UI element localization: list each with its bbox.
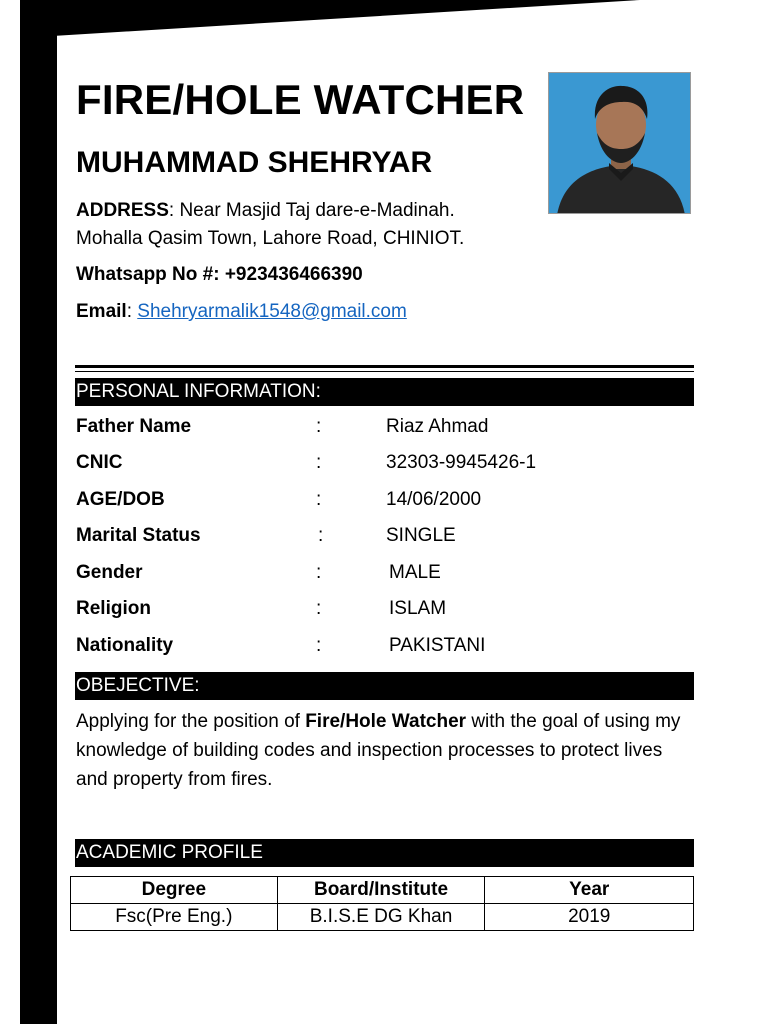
table-header-row [71,877,694,904]
info-label: CNIC [76,452,123,473]
email-separator: : [126,301,138,322]
info-row-father-name [76,416,636,446]
academic-table [70,876,694,931]
address-line-2: Mohalla Qasim Town, Lahore Road, CHINIOT. [76,228,465,249]
candidate-name: MUHAMMAD SHEHRYAR [76,146,433,179]
divider-thin [75,371,694,372]
info-colon: : [316,452,322,473]
personal-info-heading: PERSONAL INFORMATION: [75,378,694,406]
whatsapp-value: : +923436466390 [213,264,363,285]
info-label: Religion [76,598,151,619]
info-colon: : [316,635,322,656]
info-value: SINGLE [386,525,456,546]
objective-heading: OBEJECTIVE: [75,672,694,700]
table-row [71,904,694,931]
info-row-age-dob [76,489,636,519]
info-label: Marital Status [76,525,201,546]
info-label: Nationality [76,635,174,656]
objective-position: Fire/Hole Watcher [305,711,467,732]
objective-text-end: with the goal of using my knowledge of building codes and inspection processes to protect lives and property from fires. [76,711,681,790]
top-decorative-bar [20,0,640,38]
academic-profile-heading: ACADEMIC PROFILE [75,839,694,867]
info-row-nationality [76,635,636,665]
whatsapp-label: Whatsapp No # [76,264,214,285]
info-value: PAKISTANI [389,635,486,656]
info-row-gender [76,562,636,592]
board-cell: B.I.S.E DG Khan [277,904,485,931]
info-row-religion [76,598,636,628]
year-cell: 2019 [485,904,694,931]
resume-title: FIRE/HOLE WATCHER [76,76,525,123]
info-label: Gender [76,562,143,583]
whatsapp-line [76,264,363,286]
degree-cell: Fsc(Pre Eng.) [71,904,278,931]
info-value: MALE [389,562,441,583]
info-colon: : [316,416,322,437]
profile-photo [548,72,691,214]
info-colon: : [318,525,324,546]
column-header-year: Year [485,877,694,904]
address-label: ADDRESS [76,200,169,221]
info-value: 14/06/2000 [386,489,482,510]
address-line-1 [76,200,455,222]
info-label: Father Name [76,416,192,437]
email-line [76,301,407,323]
info-row-cnic [76,452,636,482]
divider-thick [75,365,694,368]
email-link[interactable]: Shehryarmalik1548@gmail.com [137,301,407,322]
info-label: AGE/DOB [76,489,165,510]
objective-text-start: Applying for the position of [76,711,306,732]
info-value: Riaz Ahmad [386,416,489,437]
info-value: ISLAM [389,598,447,619]
info-row-marital-status [76,525,636,555]
column-header-board: Board/Institute [277,877,485,904]
info-colon: : [316,489,322,510]
column-header-degree: Degree [71,877,278,904]
email-label: Email [76,301,127,322]
info-colon: : [316,562,322,583]
left-decorative-bar [20,0,57,1024]
info-colon: : [316,598,322,619]
address-value: : Near Masjid Taj dare-e-Madinah. [168,200,455,221]
info-value: 32303-9945426-1 [386,452,537,473]
objective-text [76,707,696,794]
